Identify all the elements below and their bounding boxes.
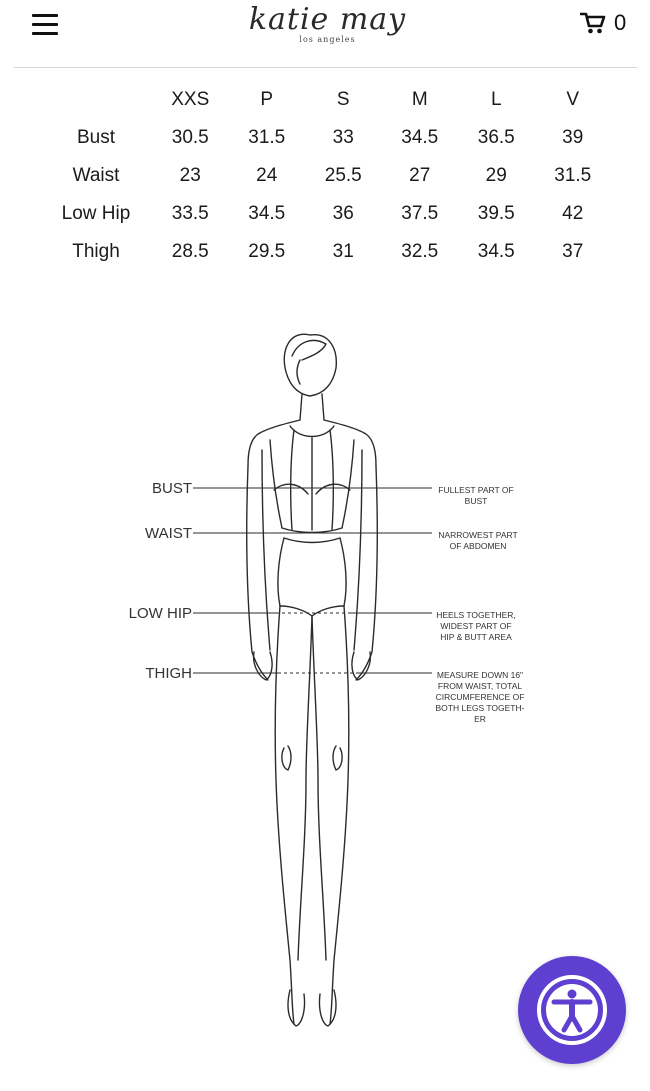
logo-subtext: los angeles [299,35,356,44]
table-cell: 31.5 [554,165,592,186]
size-column-header: L [490,89,502,110]
table-cell: 34.5 [477,241,515,262]
table-cell: 28.5 [171,241,209,262]
table-cell: 32.5 [401,241,439,262]
cart-count: 0 [614,10,627,35]
row-label: Bust [76,127,116,148]
menu-bar-middle [32,23,58,26]
waist-note-line: OF ABDOMEN [449,541,507,551]
body-outline [247,334,377,1026]
thigh-note-line: BOTH LEGS TOGETH- [435,703,525,713]
table-cell: 31.5 [248,127,286,148]
table-row [40,195,611,233]
cart-button[interactable] [580,8,626,38]
table-cell: 36.5 [477,127,515,148]
thigh-note-line: CIRCUMFERENCE OF [435,692,525,702]
table-cell: 29 [485,165,507,186]
table-cell: 24 [256,165,278,186]
menu-bar-bottom [32,32,58,35]
brand-logo[interactable] [215,2,440,52]
row-label: Waist [72,165,120,186]
shopping-cart-icon [580,11,606,35]
table-cell: 42 [562,203,584,224]
waist-note-line: NARROWEST PART [438,530,518,540]
accessibility-button[interactable] [518,956,626,1064]
bust-note-line: FULLEST PART OF [438,485,514,495]
table-row [40,119,611,157]
corner-cell [40,81,152,119]
thigh-note-line: FROM WAIST, TOTAL [437,681,523,691]
table-cell: 37 [562,241,584,262]
table-cell: 39.5 [477,203,515,224]
table-cell: 23 [179,165,201,186]
table-cell: 39 [562,127,584,148]
menu-bar-top [32,14,58,17]
size-column-header: XXS [171,89,210,110]
logo-script-text: katie may [248,2,407,37]
size-header-row [40,81,611,119]
size-column-header: M [411,89,428,110]
size-column-header: S [336,89,350,110]
table-cell: 31 [332,241,354,262]
table-cell: 36 [332,203,354,224]
table-cell: 25.5 [324,165,362,186]
waist-label: WAIST [145,525,192,542]
table-cell: 34.5 [401,127,439,148]
size-column-header: P [260,89,274,110]
table-cell: 34.5 [248,203,286,224]
thigh-label: THIGH [145,665,192,682]
table-cell: 33.5 [171,203,209,224]
thigh-note-line: MEASURE DOWN 16" [436,670,524,680]
low-hip-note-line: WIDEST PART OF [440,621,512,631]
measurement-guide-figure [110,320,550,1040]
measurement-notes [436,485,525,724]
table-cell: 30.5 [171,127,209,148]
size-chart-table [40,81,611,271]
table-cell: 29.5 [248,241,286,262]
table-row [40,233,611,271]
low-hip-note-line: HEELS TOGETHER, [436,610,516,620]
low-hip-label: LOW HIP [128,605,192,622]
size-column-header: V [566,89,580,110]
table-cell: 27 [409,165,431,186]
bust-label: BUST [151,480,192,497]
low-hip-note-line: HIP & BUTT AREA [440,632,512,642]
bust-note-line: BUST [464,496,488,506]
thigh-note-line: ER [474,714,486,724]
row-label: Low Hip [61,203,131,224]
site-header [0,0,650,68]
header-divider [14,67,637,68]
table-cell: 33 [332,127,354,148]
table-cell: 37.5 [401,203,439,224]
row-label: Thigh [72,241,120,262]
accessibility-icon [518,956,626,1064]
menu-button[interactable] [28,10,62,40]
table-row [40,157,611,195]
